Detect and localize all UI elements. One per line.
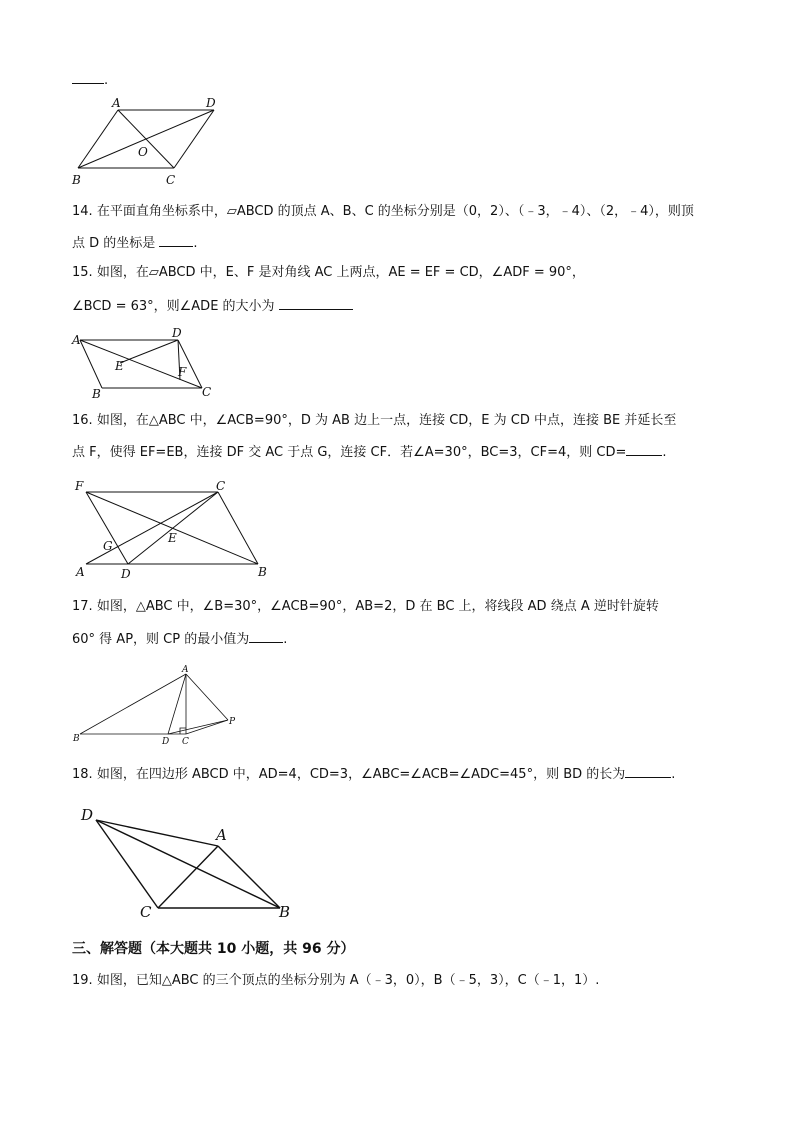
q16-line-1: 16. 如图，在△ABC 中，∠ACB=90°，D 为 AB 边上一点，连接 CD，E 为 CD 中点，连接 BE 并延长至 [72, 413, 677, 428]
label-a: A [216, 826, 227, 844]
answer-blank [72, 70, 104, 84]
q19-line-1: 19. 如图，已知△ABC 的三个顶点的坐标分别为 A（﹣3，0），B（﹣5，3），C（﹣1，1）. [72, 973, 600, 988]
label-a: A [182, 665, 189, 675]
segment-fb [86, 492, 258, 564]
label-d: D [121, 567, 131, 580]
segment-cp [186, 720, 228, 734]
q18-line-1: 18. 如图，在四边形 ABCD 中，AD=4，CD=3，∠ABC=∠ACB=∠ADC=45°，则 BD 的长为 . [72, 764, 675, 784]
label-d: D [206, 96, 216, 110]
label-c: C [216, 479, 226, 493]
edge-dc [178, 340, 202, 388]
label-b: B [279, 903, 291, 921]
label-c: C [202, 385, 212, 399]
q16-line-2: 点 F，使得 EF=EB，连接 DF 交 AC 于点 G，连接 CF．若∠A=30°，BC=3，CF=4，则 CD= . [72, 442, 667, 462]
label-d: D [162, 737, 170, 747]
q15-line-1: 15. 如图，在▱ABCD 中，E、F 是对角线 AC 上两点，AE = EF = CD，∠ADF = 90°， [72, 265, 585, 280]
q14-line-2: 点 D 的坐标是 . [72, 233, 198, 253]
label-f: F [178, 365, 187, 379]
top-answer-blank: . [72, 70, 108, 90]
figure-q17 [72, 662, 252, 752]
segment-ac [158, 846, 218, 908]
section-heading: 三、解答题（本大题共 10 小题，共 96 分） [72, 941, 355, 957]
answer-blank [279, 296, 353, 310]
figure-q15-parallelogram [70, 324, 220, 404]
label-b: B [92, 387, 101, 400]
segment-ab [218, 846, 280, 908]
label-f: F [75, 479, 84, 493]
label-a: A [72, 333, 81, 347]
answer-blank [625, 764, 671, 778]
segment-da [96, 820, 218, 846]
segment-ap [186, 674, 228, 720]
answer-blank [159, 233, 193, 247]
answer-blank [249, 629, 283, 643]
label-o: O [138, 145, 148, 159]
label-d: D [81, 806, 94, 824]
q14-line-1: 14. 在平面直角坐标系中，▱ABCD 的顶点 A、B、C 的坐标分别是（0，2）、（﹣3，﹣4）、（2，﹣4），则顶 [72, 204, 694, 219]
figure-q18-quadrilateral [76, 800, 302, 926]
segment-cb [218, 492, 258, 564]
answer-blank [626, 442, 662, 456]
segment-fd [86, 492, 128, 564]
q17-line-1: 17. 如图，△ABC 中，∠B=30°，∠ACB=90°，AB=2，D 在 BC 上，将线段 AD 绕点 A 逆时针旋转 [72, 599, 659, 614]
label-e: E [168, 531, 177, 545]
q17-line-2: 60° 得 AP，则 CP 的最小值为 . [72, 629, 287, 649]
segment-ba [80, 674, 186, 734]
label-c: C [140, 903, 152, 921]
label-b: B [72, 173, 81, 187]
label-c: C [166, 173, 176, 187]
segment-de [120, 340, 178, 363]
q15-line-2: ∠BCD = 63°，则∠ADE 的大小为 [72, 296, 353, 316]
label-e: E [115, 359, 124, 373]
segment-dp [168, 720, 228, 734]
segment-dc [96, 820, 158, 908]
label-p: P [229, 717, 236, 727]
label-g: G [103, 539, 113, 553]
label-b: B [258, 565, 267, 579]
segment-db [96, 820, 280, 908]
label-b: B [73, 734, 80, 744]
segment-ac [86, 492, 218, 564]
label-d: D [172, 326, 182, 340]
label-a: A [112, 96, 121, 110]
label-c: C [182, 737, 189, 747]
label-a: A [76, 565, 85, 579]
figure-q13-parallelogram [70, 96, 230, 196]
figure-q16 [70, 476, 280, 584]
